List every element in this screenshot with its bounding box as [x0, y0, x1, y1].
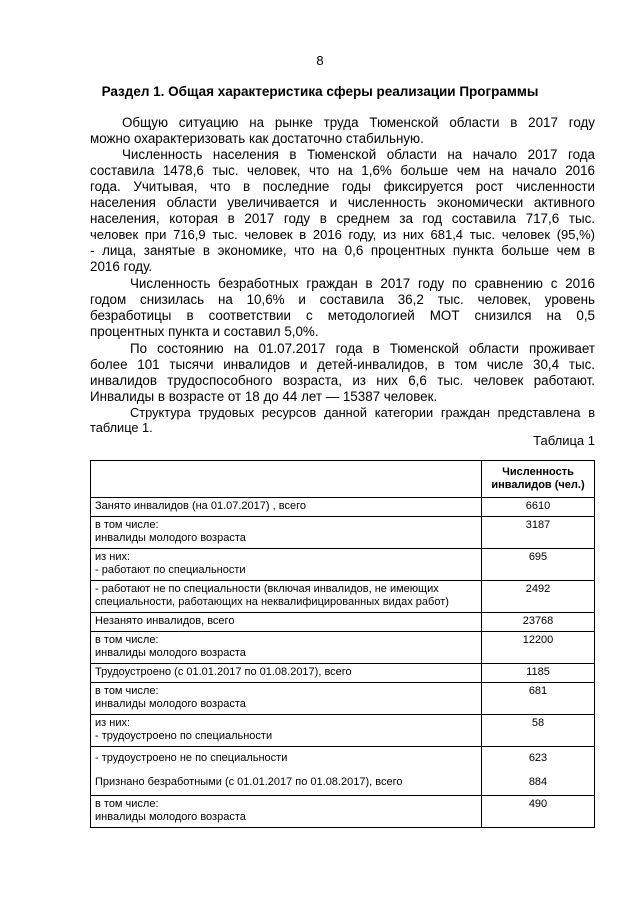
- paragraph-4-line-1: По состоянию на 01.07.2017 года в Тюменской области проживает: [130, 341, 595, 356]
- row-label: [91, 517, 482, 549]
- header-value-line-1: Численность: [502, 465, 574, 478]
- row-value: 58: [482, 715, 595, 747]
- page-number: 8: [316, 53, 324, 68]
- row-label: [91, 632, 482, 664]
- row-label-line: в том числе:: [95, 634, 159, 646]
- row-value: 1185: [482, 664, 595, 683]
- row-value: 623: [482, 747, 595, 772]
- row-value: 490: [482, 796, 595, 828]
- row-label: [91, 771, 482, 796]
- paragraph-2-line-4: населения области увеличивается и численность экономически активного: [90, 195, 595, 210]
- row-label-line: Незанято инвалидов, всего: [95, 615, 235, 627]
- row-label-line: инвалиды молодого возраста: [95, 698, 246, 710]
- row-label-line: специальности, работающих на неквалифицированных видах работ): [95, 596, 449, 608]
- section-title: Раздел 1. Общая характеристика сферы реализации Программы: [101, 84, 539, 99]
- paragraph-2-line-3: года. Учитывая, что в последние годы фиксируется рост численности: [90, 179, 595, 194]
- row-label-line: из них:: [95, 717, 131, 729]
- paragraph-2-line-5: населения, которая в 2017 году в среднем за год составила 717,6 тыс.: [90, 211, 595, 226]
- table-row: [91, 581, 595, 613]
- table-row: [91, 796, 595, 828]
- row-value: 2492: [482, 581, 595, 613]
- row-value: 695: [482, 549, 595, 581]
- table-row: [91, 517, 595, 549]
- table-row: [91, 632, 595, 664]
- paragraph-3-line-1: Численность безработных граждан в 2017 году по сравнению с 2016: [130, 276, 595, 291]
- paragraph-2-line-7: - лица, занятые в экономике, что на 0,6 процентных пункта больше чем в: [90, 243, 595, 258]
- row-label: [91, 549, 482, 581]
- table-row: [91, 613, 595, 632]
- row-label-line: инвалиды молодого возраста: [95, 647, 246, 659]
- row-label: [91, 796, 482, 828]
- row-value: 884: [482, 771, 595, 796]
- row-label: [91, 581, 482, 613]
- table-row: [91, 715, 595, 747]
- row-label-line: Трудоустроено (с 01.01.2017 по 01.08.2017), всего: [95, 666, 352, 678]
- table-caption: Таблица 1: [533, 433, 595, 448]
- disabled-employment-table: [90, 460, 595, 828]
- table-row: [91, 747, 595, 772]
- row-value: 12200: [482, 632, 595, 664]
- row-label-line: - трудоустроено не по специальности: [95, 752, 288, 764]
- row-value: 6610: [482, 498, 595, 517]
- row-label-line: - работают по специальности: [95, 564, 246, 576]
- paragraph-5-line-2: таблице 1.: [90, 420, 153, 435]
- row-label-line: - работают не по специальности (включая инвалидов, не имеющих: [95, 583, 439, 595]
- table-row: [91, 549, 595, 581]
- row-label-line: инвалиды молодого возраста: [95, 811, 246, 823]
- row-label-line: Занято инвалидов (на 01.07.2017) , всего: [95, 500, 306, 512]
- row-label: [91, 664, 482, 683]
- table-header-row: [91, 461, 595, 498]
- paragraph-2-line-8: 2016 году.: [90, 259, 153, 274]
- paragraph-4-line-2: более 101 тысячи инвалидов и детей-инвалидов, в том числе 30,4 тыс.: [90, 357, 595, 372]
- row-label-line: в том числе:: [95, 798, 159, 810]
- paragraph-3-line-3: безработицы в соответствии с методологией МОТ снизился на 0,5: [90, 308, 595, 323]
- paragraph-5-line-1: Структура трудовых ресурсов данной категории граждан представлена в: [130, 405, 595, 420]
- row-label: [91, 613, 482, 632]
- table-row: [91, 664, 595, 683]
- row-value: 681: [482, 683, 595, 715]
- header-value-line-2: инвалидов (чел.): [491, 478, 585, 491]
- row-label-line: инвалиды молодого возраста: [95, 532, 246, 544]
- row-label: [91, 683, 482, 715]
- table-row: [91, 498, 595, 517]
- row-label: [91, 715, 482, 747]
- paragraph-1-line-2: можно охарактеризовать как достаточно стабильную.: [90, 131, 424, 146]
- header-label-cell: [91, 461, 482, 498]
- row-label-line: - трудоустроено по специальности: [95, 730, 273, 742]
- row-value: 23768: [482, 613, 595, 632]
- paragraph-1-line-1: Общую ситуацию на рынке труда Тюменской области в 2017 году: [122, 115, 595, 130]
- header-value-cell: [482, 461, 595, 498]
- paragraph-3-line-2: годом снизилась на 10,6% и составила 36,2 тыс. человек, уровень: [90, 292, 595, 307]
- paragraph-2-line-6: человек при 716,9 тыс. человек в 2016 году, из них 681,4 тыс. человек (95,%): [90, 227, 595, 242]
- row-label-line: в том числе:: [95, 519, 159, 531]
- row-label-line: из них:: [95, 551, 131, 563]
- table-row: [91, 683, 595, 715]
- row-label: [91, 747, 482, 772]
- paragraph-4-line-3: инвалидов трудоспособного возраста, из них 6,6 тыс. человек работают.: [90, 373, 595, 388]
- row-value: 3187: [482, 517, 595, 549]
- row-label-line: в том числе:: [95, 685, 159, 697]
- row-label-line: Признано безработными (с 01.01.2017 по 01.08.2017), всего: [95, 776, 403, 788]
- row-label: [91, 498, 482, 517]
- paragraph-4-line-4: Инвалиды в возрасте от 18 до 44 лет — 15387 человек.: [90, 389, 438, 404]
- paragraph-2-line-2: составила 1478,6 тыс. человек, что на 1,6% больше чем на начало 2016: [90, 163, 595, 178]
- paragraph-2-line-1: Численность населения в Тюменской области на начало 2017 года: [122, 147, 595, 162]
- paragraph-3-line-4: процентных пункта и составил 5,0%.: [90, 324, 319, 339]
- table-row: [91, 771, 595, 796]
